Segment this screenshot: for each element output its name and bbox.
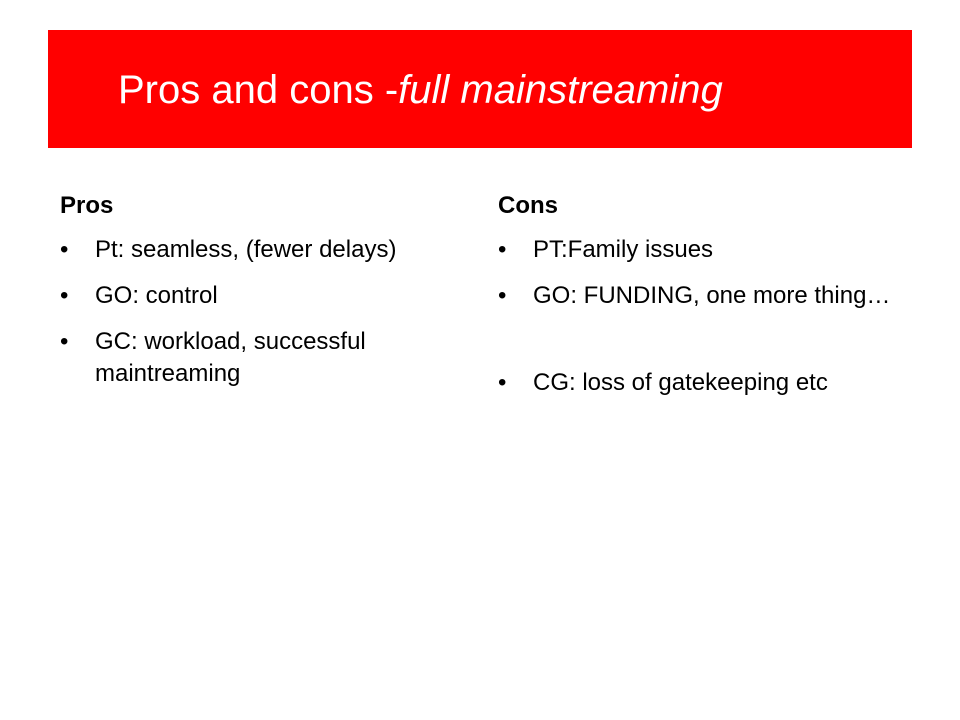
slide-title-italic: full mainstreaming [398,68,723,112]
bullet-icon: • [498,236,507,263]
list-item [60,234,470,266]
list-item-text: GO: FUNDING, one more thing… [533,282,891,309]
pros-heading: Pros [60,192,114,219]
pros-column [60,188,470,390]
list-item-text: GO: control [95,282,218,309]
list-item [498,234,898,266]
bullet-icon: • [498,282,507,309]
cons-list [498,234,898,399]
bullet-icon: • [60,328,69,355]
cons-heading: Cons [498,192,558,219]
list-item-text: CG: loss of gatekeeping etc [533,369,828,396]
list-item-text: Pt: seamless, (fewer delays) [95,236,397,263]
list-item-text: PT:Family issues [533,236,714,263]
bullet-icon: • [60,282,69,309]
bullet-icon: • [60,236,69,263]
list-item [60,326,470,390]
list-item [498,367,898,399]
list-item [498,280,898,312]
slide-title [118,62,723,118]
list-item-text: GC: workload, successful maintreaming [95,328,366,387]
bullet-icon: • [498,369,507,396]
pros-list [60,234,470,390]
slide-title-plain: Pros and cons - [118,68,399,112]
list-item [60,280,470,312]
cons-column [498,188,898,399]
